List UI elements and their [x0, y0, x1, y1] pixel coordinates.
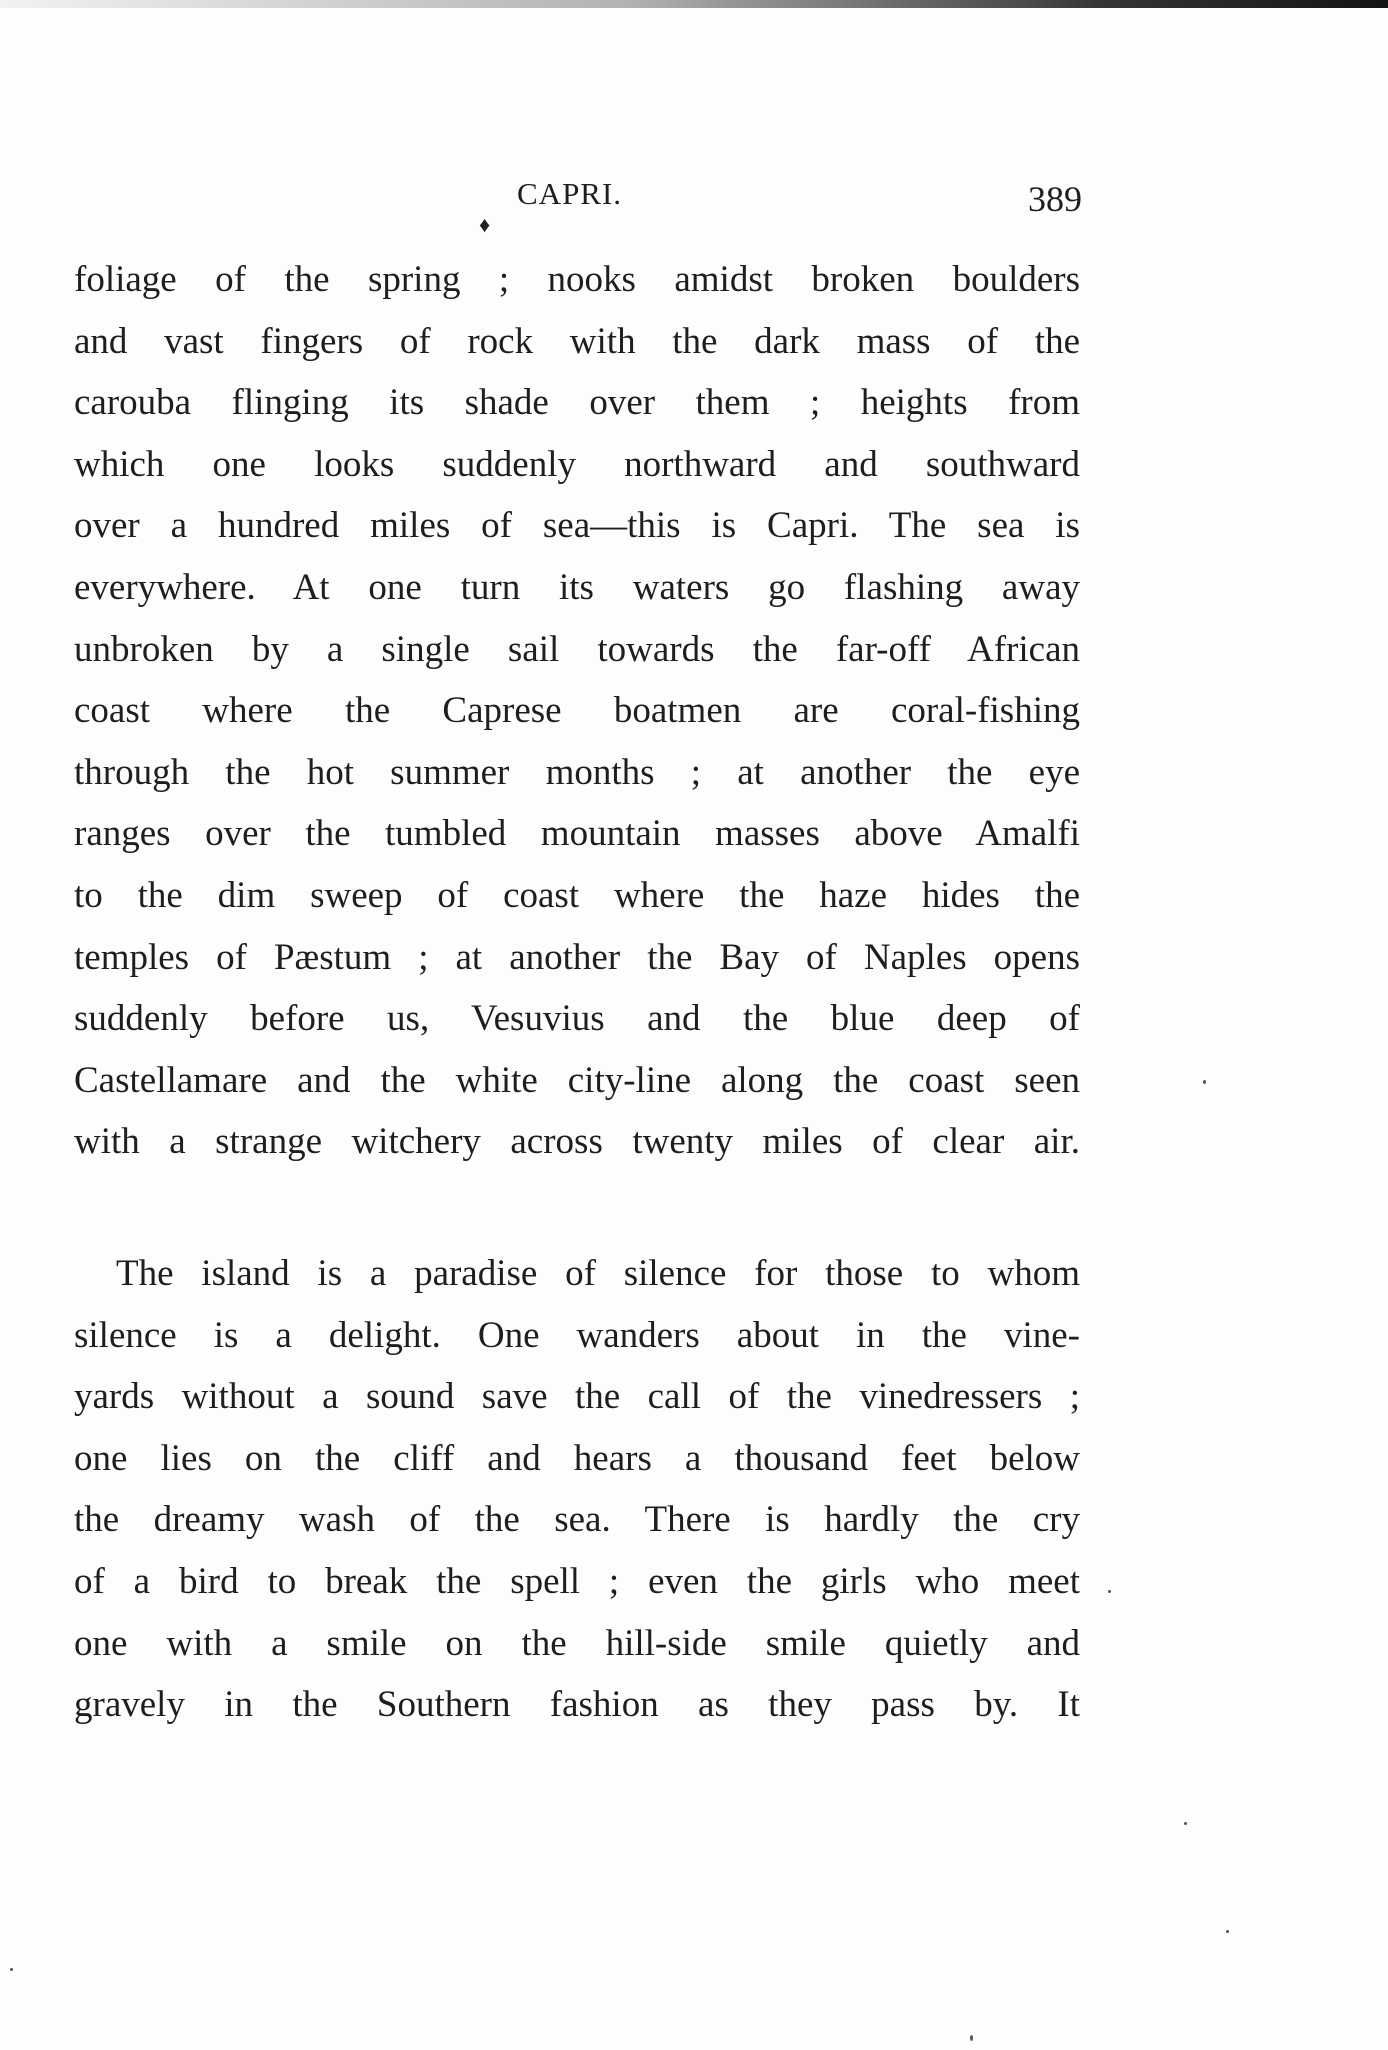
- text-line: unbroken by a single sail towards the far-off African: [74, 628, 1080, 670]
- paragraph-1: [74, 249, 1080, 1173]
- text-line: with a strange witchery across twenty miles of clear air.: [74, 1121, 1080, 1163]
- text-line: through the hot summer months ; at another the eye: [74, 751, 1080, 793]
- ink-mark-icon: ♦: [479, 212, 491, 237]
- running-head: [72, 172, 1082, 237]
- text-line: carouba flinging its shade over them ; heights from: [74, 382, 1080, 424]
- text-line: yards without a sound save the call of the vinedressers ;: [74, 1376, 1080, 1418]
- text-line: of a bird to break the spell ; even the girls who meet: [74, 1560, 1080, 1602]
- running-title: CAPRI.: [517, 176, 623, 211]
- text-line: one lies on the cliff and hears a thousand feet below: [74, 1437, 1080, 1479]
- text-line: one with a smile on the hill-side smile quietly and: [74, 1622, 1080, 1664]
- text-line: ranges over the tumbled mountain masses above Amalfi: [74, 813, 1080, 855]
- scan-speck: [1203, 1080, 1206, 1084]
- scan-speck: [10, 1968, 13, 1971]
- scan-speck: [1184, 1822, 1187, 1825]
- text-line: coast where the Caprese boatmen are coral-fishing: [74, 690, 1080, 732]
- text-line: silence is a delight. One wanders about in the vine-: [74, 1314, 1080, 1356]
- text-line: everywhere. At one turn its waters go flashing away: [74, 566, 1080, 608]
- text-line: foliage of the spring ; nooks amidst broken boulders: [74, 259, 1080, 300]
- text-line: and vast fingers of rock with the dark mass of the: [74, 320, 1080, 362]
- scanned-page-edge: [0, 0, 1388, 8]
- text-line: suddenly before us, Vesuvius and the blue deep of: [74, 998, 1080, 1040]
- paragraph-2: [74, 1243, 1080, 1736]
- scan-speck: [1226, 1930, 1229, 1933]
- text-line: to the dim sweep of coast where the haze hides the: [74, 874, 1080, 916]
- text-line: Castellamare and the white city-line along the coast seen: [74, 1059, 1080, 1101]
- text-line: the dreamy wash of the sea. There is hardly the cry: [74, 1499, 1080, 1541]
- text-line: temples of Pæstum ; at another the Bay of Naples opens: [74, 936, 1080, 978]
- text-line: which one looks suddenly northward and southward: [74, 443, 1080, 485]
- text-line: over a hundred miles of sea—this is Capri. The sea is: [74, 505, 1080, 547]
- scan-speck: [970, 2035, 973, 2041]
- scan-speck: [1108, 1590, 1111, 1593]
- page-number: 389: [1028, 179, 1082, 219]
- text-line: The island is a paradise of silence for those to whom: [116, 1253, 1080, 1294]
- text-line: gravely in the Southern fashion as they pass by. It: [74, 1684, 1080, 1726]
